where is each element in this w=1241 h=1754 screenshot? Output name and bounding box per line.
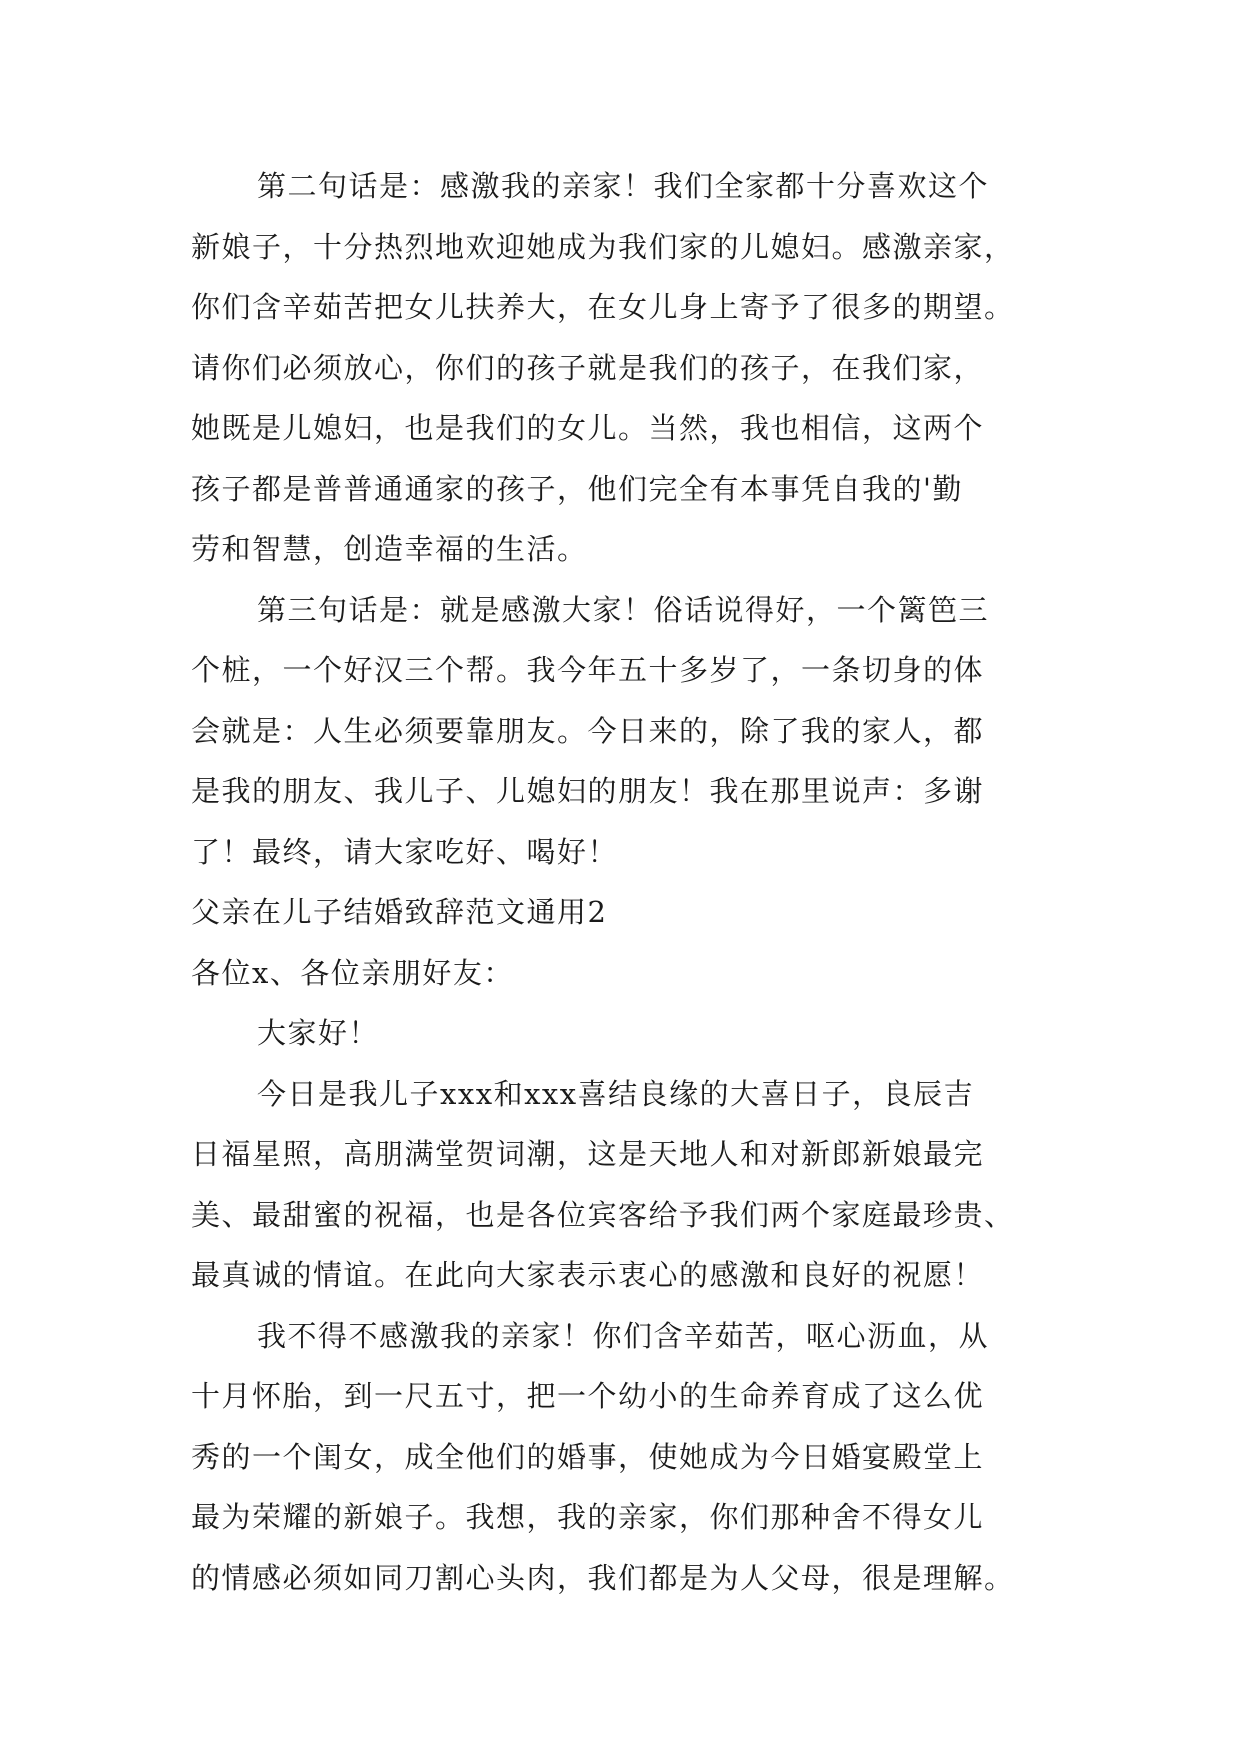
text-line: 美、最甜蜜的祝福，也是各位宾客给予我们两个家庭最珍贵、 <box>191 1197 1015 1232</box>
text-line: 的情感必须如同刀割心头肉，我们都是为人父母，很是理解。 <box>191 1560 1015 1595</box>
text-line: 劳和智慧，创造幸福的生活。 <box>191 532 588 566</box>
text-line: 十月怀胎，到一尺五寸，把一个幼小的生命养育成了这么优 <box>191 1379 985 1413</box>
text-line: 请你们必须放心，你们的孩子就是我们的孩子，在我们家， <box>191 350 985 385</box>
text-line: 第三句话是：就是感激大家！俗话说得好，一个篱笆三 <box>257 592 990 627</box>
section-heading <box>191 882 1051 943</box>
heading-text: 父亲在儿子结婚致辞范文通用2 <box>191 895 608 929</box>
text-line: 日福星照，高朋满堂贺词潮，这是天地人和对新郎新娘最完 <box>191 1137 985 1171</box>
paragraph-thanks-in-laws <box>191 1306 1051 1609</box>
paragraph-wedding-day <box>191 1064 1051 1306</box>
text-line: 你们含辛茹苦把女儿扶养大，在女儿身上寄予了很多的期望。 <box>191 290 1015 324</box>
paragraph-third-sentence <box>191 580 1051 883</box>
text-line: 最为荣耀的新娘子。我想，我的亲家，你们那种舍不得女儿 <box>191 1500 985 1534</box>
greeting <box>191 1003 1051 1064</box>
text-line: 会就是：人生必须要靠朋友。今日来的，除了我的家人，都 <box>191 713 985 748</box>
salutation-text: 各位x、各位亲朋好友： <box>191 955 514 990</box>
document-body <box>191 156 1051 1608</box>
text-line: 第二句话是：感激我的亲家！我们全家都十分喜欢这个 <box>257 169 990 203</box>
greeting-text: 大家好！ <box>257 1016 380 1050</box>
text-line: 最真诚的情谊。在此向大家表示衷心的感激和良好的祝愿！ <box>191 1258 985 1292</box>
salutation <box>191 943 1051 1004</box>
text-line: 了！最终，请大家吃好、喝好！ <box>191 834 619 869</box>
text-line: 是我的朋友、我儿子、儿媳妇的朋友！我在那里说声：多谢 <box>191 774 985 808</box>
text-line: 新娘子，十分热烈地欢迎她成为我们家的儿媳妇。感激亲家， <box>191 229 1015 264</box>
paragraph-second-sentence <box>191 156 1051 580</box>
text-line: 我不得不感激我的亲家！你们含辛茹苦，呕心沥血，从 <box>257 1318 990 1353</box>
text-line: 今日是我儿子xxx和xxx喜结良缘的大喜日子，良辰吉 <box>257 1076 975 1111</box>
text-line: 个桩，一个好汉三个帮。我今年五十多岁了，一条切身的体 <box>191 653 985 687</box>
text-line: 孩子都是普普通通家的孩子，他们完全有本事凭自我的'勤 <box>191 471 963 506</box>
text-line: 她既是儿媳妇，也是我们的女儿。当然，我也相信，这两个 <box>191 411 985 445</box>
text-line: 秀的一个闺女，成全他们的婚事，使她成为今日婚宴殿堂上 <box>191 1439 985 1474</box>
